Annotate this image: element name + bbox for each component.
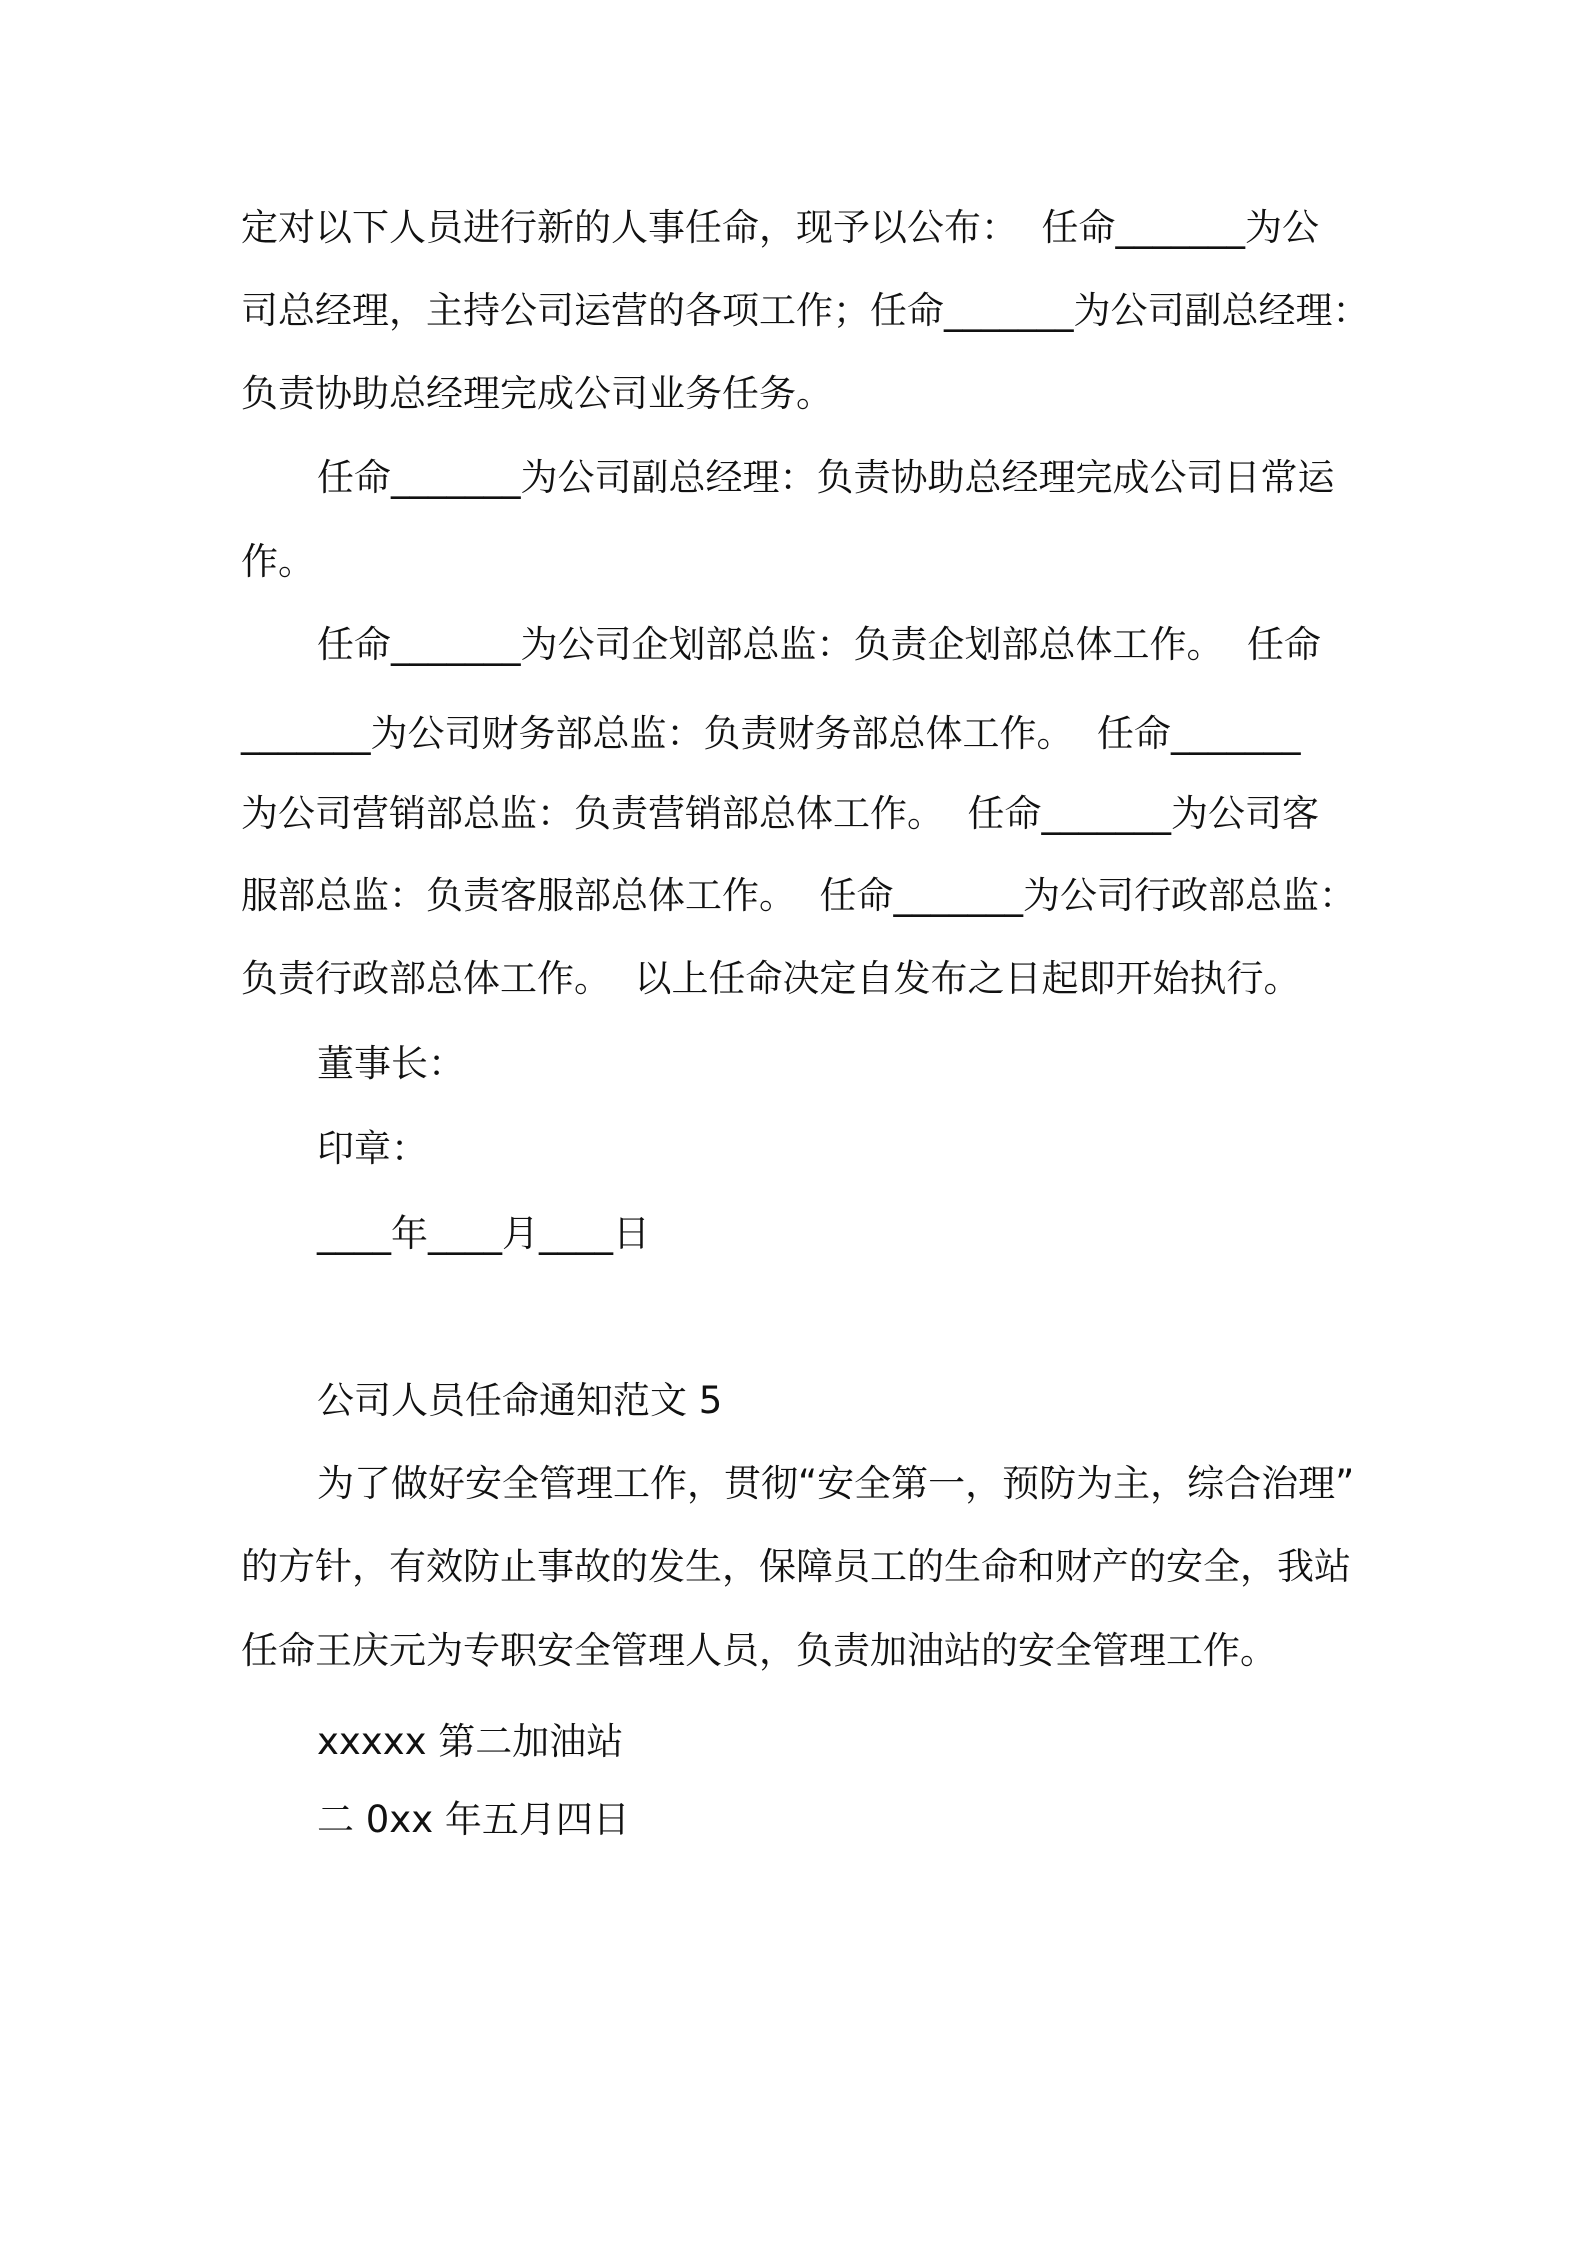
signature-line: xxxxx 第二加油站 — [317, 1720, 624, 1763]
paragraph-line: 负责协助总经理完成公司业务任务。 — [241, 372, 833, 415]
paragraph-line: 司总经理，主持公司运营的各项工作；任命_______为公司副总经理： — [241, 289, 1370, 332]
signature-date: 二 0xx 年五月四日 — [317, 1798, 630, 1841]
paragraph-line: 的方针，有效防止事故的发生，保障员工的生命和财产的安全，我站 — [241, 1545, 1351, 1588]
paragraph-line: 为公司营销部总监：负责营销部总体工作。 任命_______为公司客 — [241, 792, 1320, 835]
paragraph-line: 定对以下人员进行新的人事任命，现予以公布： 任命_______为公 — [241, 206, 1320, 249]
section-title: 公司人员任命通知范文 5 — [317, 1379, 723, 1422]
paragraph-line: 作。 — [241, 540, 315, 583]
paragraph-line: 服部总监：负责客服部总体工作。 任命_______为公司行政部总监： — [241, 874, 1357, 917]
paragraph-line: 任命_______为公司企划部总监：负责企划部总体工作。 任命 — [317, 623, 1322, 666]
chairman-label: 董事长： — [317, 1042, 465, 1085]
date-line: ____年____月____日 — [317, 1212, 650, 1255]
paragraph-line: 负责行政部总体工作。 以上任命决定自发布之日起即开始执行。 — [241, 957, 1301, 1000]
paragraph-line: 为了做好安全管理工作，贯彻“安全第一，预防为主，综合治理” — [317, 1462, 1355, 1505]
seal-label: 印章： — [317, 1127, 428, 1170]
paragraph-line: 任命王庆元为专职安全管理人员，负责加油站的安全管理工作。 — [241, 1629, 1277, 1672]
paragraph-line: 任命_______为公司副总经理：负责协助总经理完成公司日常运 — [317, 456, 1335, 499]
paragraph-line: _______为公司财务部总监：负责财务部总体工作。 任命_______ — [241, 712, 1301, 755]
